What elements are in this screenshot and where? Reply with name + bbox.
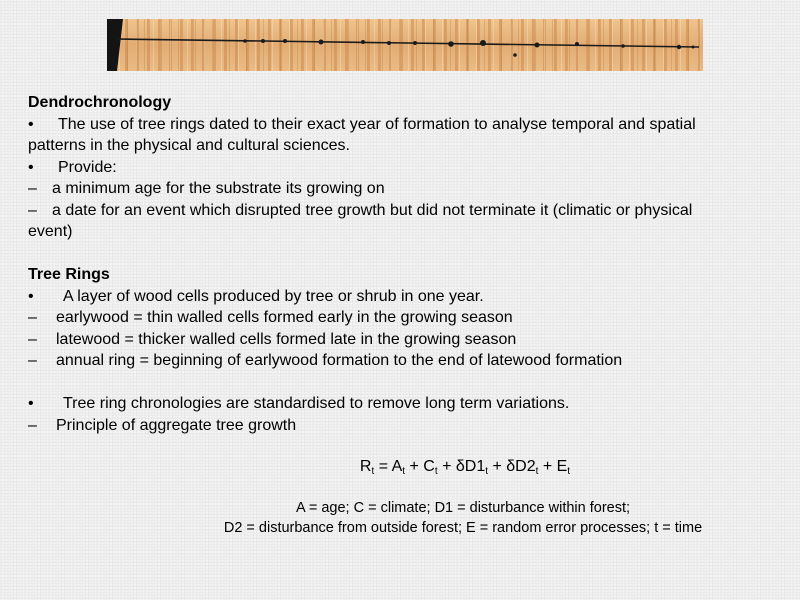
growth-formula (0, 458, 800, 477)
bullet-point (28, 114, 778, 136)
tree-core-image (107, 19, 703, 71)
formula-term: = A (374, 458, 403, 475)
section-title-tree-rings: Tree Rings (28, 266, 110, 283)
formula-legend-line-2: D2 = disturbance from outside forest; E = random error processes; t = time (223, 520, 703, 536)
bullet-text: A layer of wood cells produced by tree or shrub in one year. (63, 287, 484, 305)
dash-item (28, 350, 778, 372)
bullet-icon: • (28, 158, 34, 176)
dash-text: earlywood = thin walled cells formed early in the growing season (56, 309, 513, 326)
dash-text: Principle of aggregate tree growth (56, 416, 297, 434)
dash-icon: – (28, 416, 37, 434)
dash-text: a minimum age for the substrate its growing on (52, 180, 385, 197)
bullet-point (28, 393, 778, 415)
formula-term: + δD1 (437, 458, 486, 475)
formula-subscript: t (371, 466, 375, 477)
formula-term: + E (538, 458, 568, 475)
bullet-text: Tree ring chronologies are standardised to remove long term variations. (63, 395, 570, 412)
bullet-text: Provide: (58, 158, 117, 176)
dash-icon: – (28, 309, 37, 326)
section-title-dendrochronology: Dendrochronology (28, 94, 172, 111)
bullet-point (28, 157, 778, 179)
formula-term: R (359, 458, 372, 475)
formula-term: + C (405, 458, 435, 475)
dash-item (28, 200, 778, 222)
bullet-icon: • (28, 395, 34, 412)
formula-subscript: t (434, 466, 438, 477)
formula-subscript: t (402, 466, 406, 477)
formula-subscript: t (485, 466, 489, 477)
dash-icon: – (28, 330, 37, 348)
dash-continuation: event) (28, 223, 73, 240)
dash-icon: – (28, 352, 37, 369)
dash-item (28, 307, 778, 329)
bullet-point (28, 286, 778, 308)
dash-item (28, 178, 778, 200)
dash-item (28, 415, 778, 437)
dash-icon: – (28, 201, 37, 219)
dash-text: latewood = thicker walled cells formed late in the growing season (56, 330, 517, 348)
formula-subscript: t (535, 466, 539, 477)
bullet-icon: • (28, 287, 34, 305)
dash-item (28, 329, 778, 351)
dash-text: annual ring = beginning of earlywood formation to the end of latewood formation (56, 352, 623, 369)
dash-icon: – (28, 180, 37, 197)
bullet-icon: • (28, 115, 34, 133)
formula-term: + δD2 (488, 458, 536, 475)
bullet-text: The use of tree rings dated to their exact year of formation to analyse temporal and spatial (58, 115, 696, 133)
formula-subscript: t (567, 466, 571, 477)
formula-legend-line-1: A = age; C = climate; D1 = disturbance within forest; (295, 500, 631, 516)
bullet-continuation: patterns in the physical and cultural sciences. (28, 137, 350, 154)
dash-text: a date for an event which disrupted tree growth but did not terminate it (climatic or physical (52, 201, 693, 219)
